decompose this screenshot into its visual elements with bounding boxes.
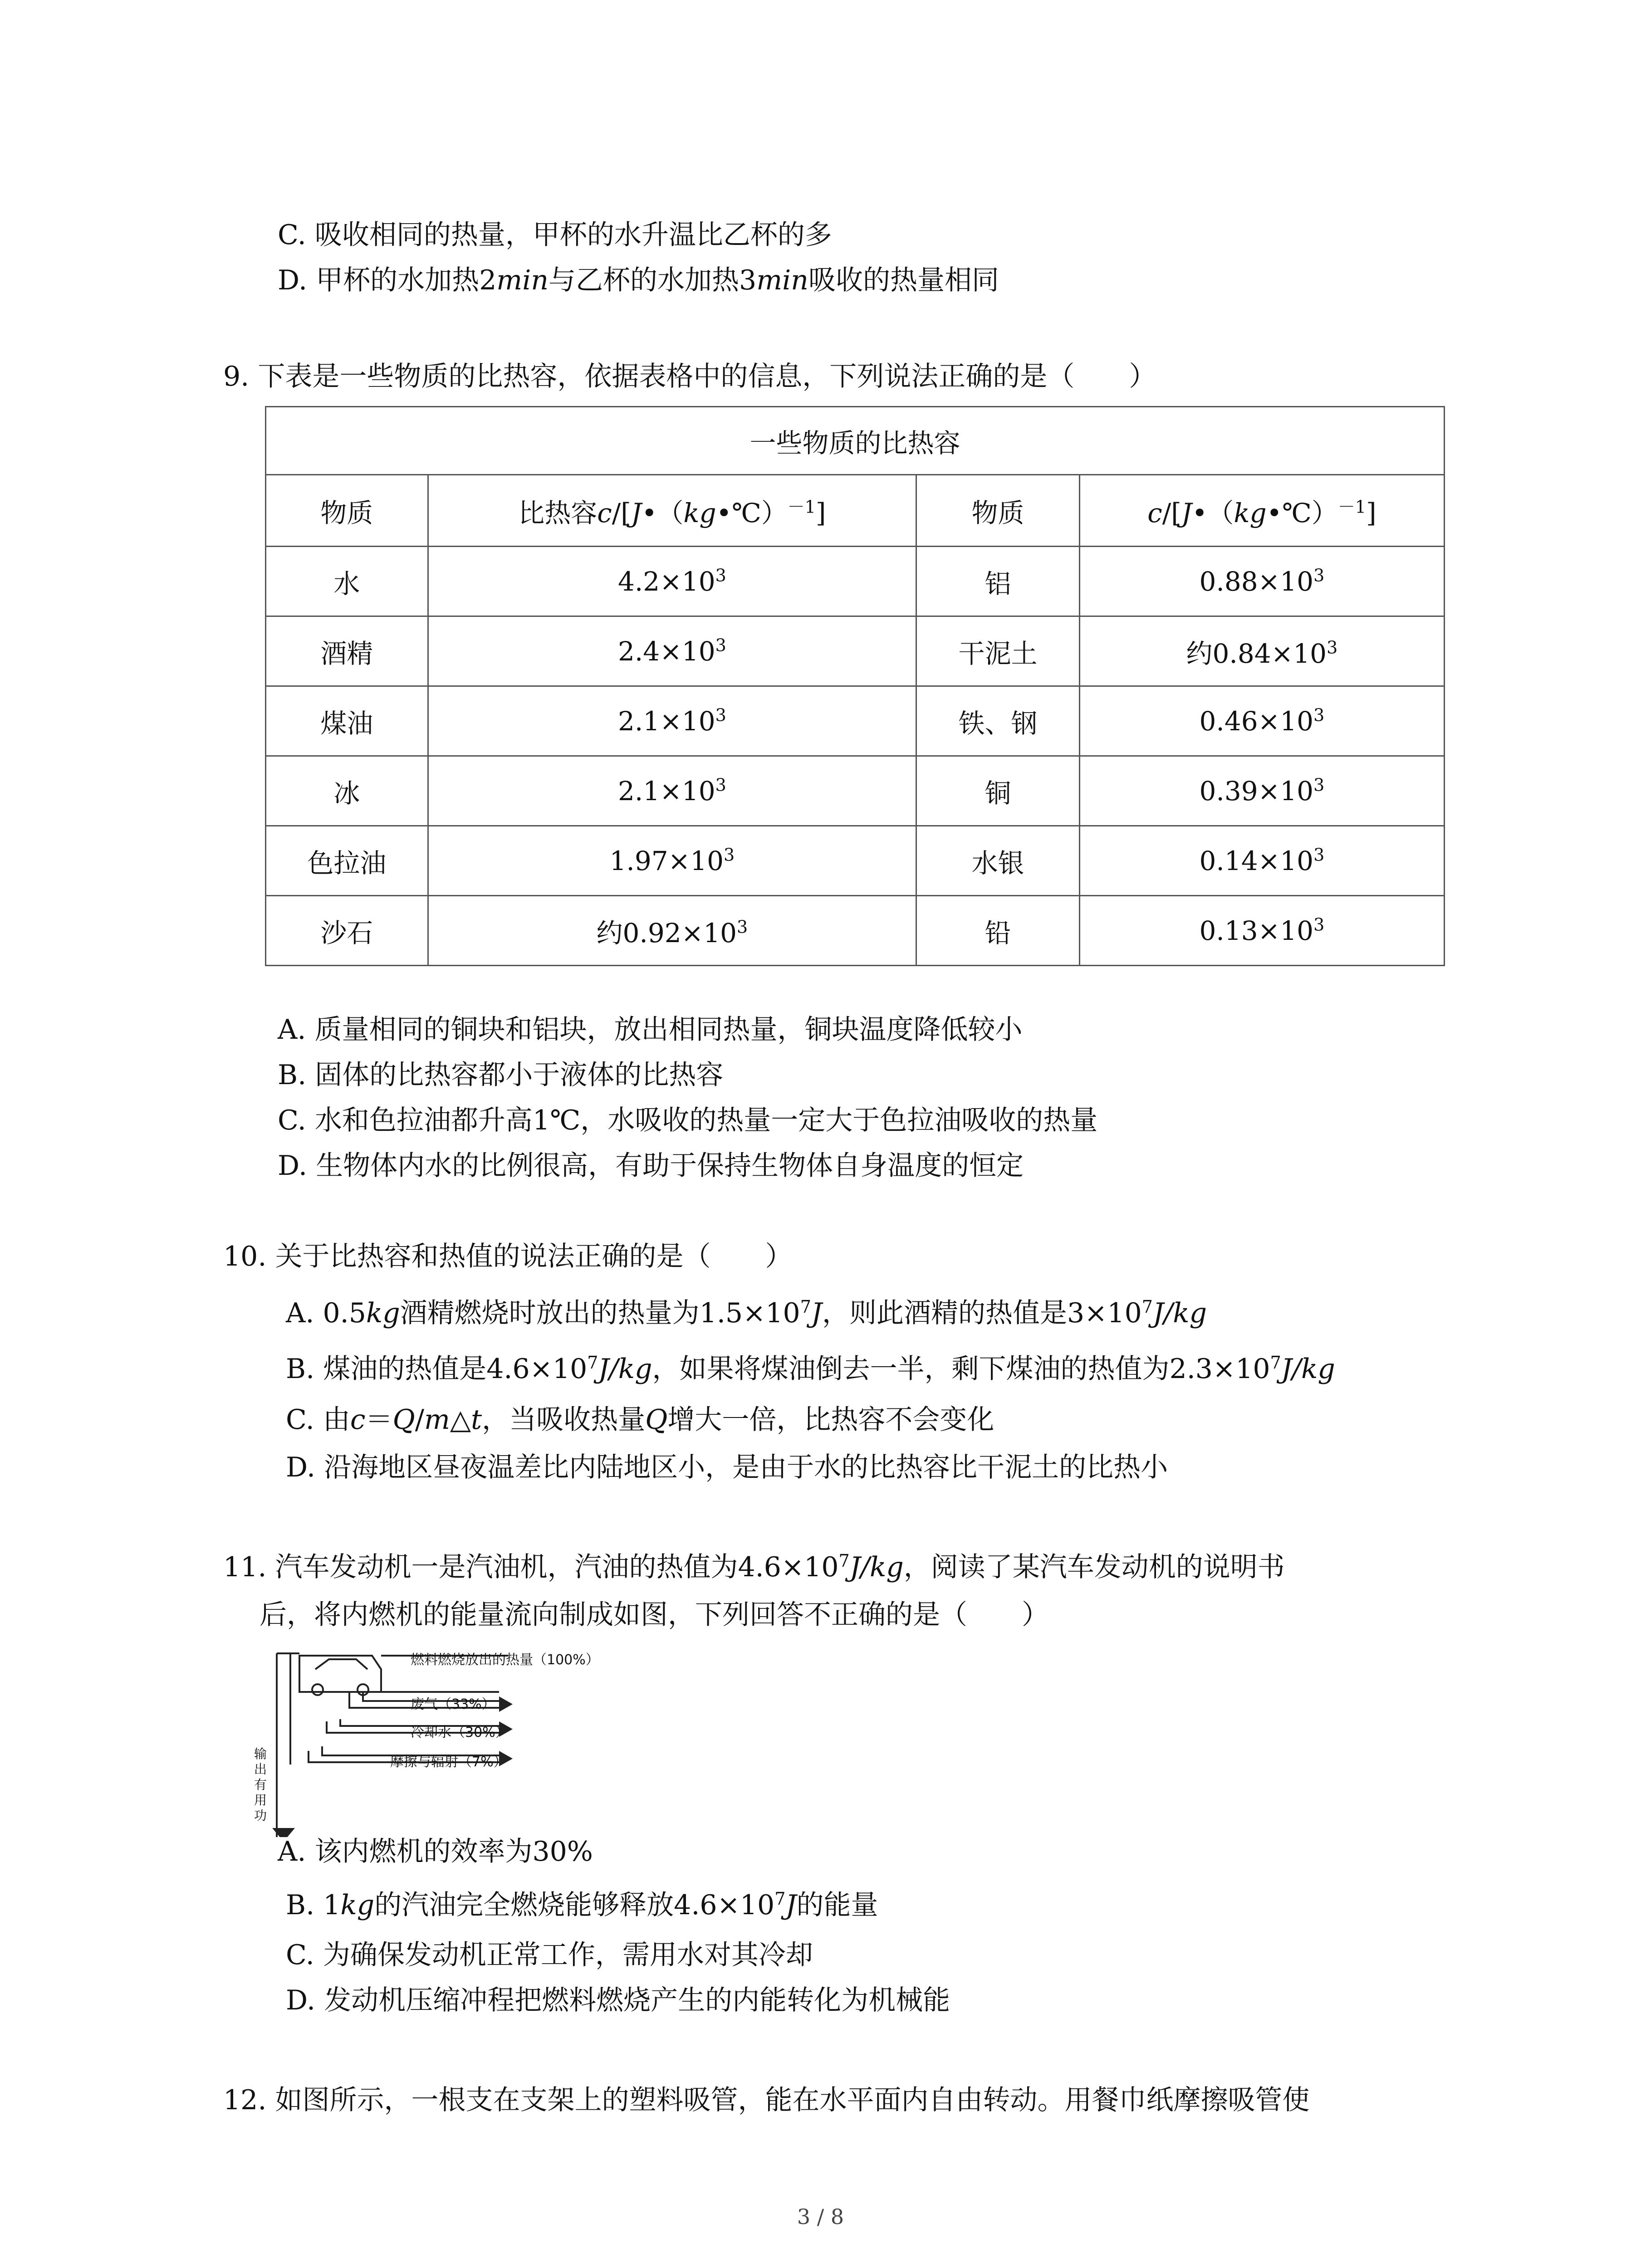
substance-cell: 酒精 [266,616,428,686]
value-cell: $2.1\times 10^3$ [428,756,916,826]
table-row [266,616,1445,686]
substance-cell: 铅 [916,896,1080,966]
value-cell: $0.88\times 10^3$ [1079,547,1444,616]
q11-option-a: A. 该内燃机的效率为30% [278,1836,593,1867]
table-row [266,756,1445,826]
diagram-label-exhaust: 废气（33%） [411,1696,495,1712]
substance-cell: 冰 [266,756,428,826]
q12-stem: 12. 如图所示，一根支在支架上的塑料吸管，能在水平面内自由转动。用餐巾纸摩擦吸管使 [223,2084,1310,2116]
value-cell: $0.39\times 10^3$ [1079,756,1444,826]
table-header-substance: 物质 [266,475,428,547]
table-row [266,547,1445,616]
q9-stem: 9. 下表是一些物质的比热容，依据表格中的信息，下列说法正确的是（ ） [223,361,1156,392]
value-cell: 约$0.84\times 10^3$ [1079,616,1444,686]
q9-option-c: C. 水和色拉油都升高1℃，水吸收的热量一定大于色拉油吸收的热量 [278,1105,1098,1136]
substance-cell: 色拉油 [266,826,428,896]
table-header-capacity: 比热容c/[J•（kg•℃）$^{-1}$] [428,475,916,547]
table-row [266,686,1445,756]
q11-option-d: D. 发动机压缩冲程把燃料燃烧产生的内能转化为机械能 [286,1984,950,2016]
q9-option-d: D. 生物体内水的比例很高，有助于保持生物体自身温度的恒定 [278,1150,1024,1182]
value-cell: $0.13\times 10^3$ [1079,896,1444,966]
q11-option-c: C. 为确保发动机正常工作，需用水对其冷却 [286,1939,813,1971]
q10-option-d: D. 沿海地区昼夜温差比内陆地区小，是由于水的比热容比干泥土的比热小 [286,1452,1168,1483]
q11-stem-line2: 后，将内燃机的能量流向制成如图，下列回答不正确的是（ ） [260,1599,1049,1631]
specific-heat-table [265,406,1445,966]
value-cell: 约$0.92\times 10^3$ [428,896,916,966]
diagram-label-total: 燃料燃烧放出的热量（100%） [411,1652,599,1668]
q9-option-a: A. 质量相同的铜块和铝块，放出相同热量，铜块温度降低较小 [278,1014,1023,1046]
value-cell: $0.46\times 10^3$ [1079,686,1444,756]
q10-option-b: B. 煤油的热值是$4.6\times 10^7J/kg$，如果将煤油倒去一半，剩下煤油的热值为$2.3\times 10^7J/kg$ [286,1353,1335,1385]
substance-cell: 铝 [916,547,1080,616]
value-cell: $2.4\times 10^3$ [428,616,916,686]
table-row [266,896,1445,966]
substance-cell: 沙石 [266,896,428,966]
table-header-substance-2: 物质 [916,475,1080,547]
q11-stem-line1: 11. 汽车发动机一是汽油机，汽油的热值为$4.6\times 10^7J/kg$，阅读了某汽车发动机的说明书 [223,1551,1285,1583]
substance-cell: 干泥土 [916,616,1080,686]
engine-energy-flow-diagram [272,1647,526,1837]
substance-cell: 煤油 [266,686,428,756]
value-cell: $1.97\times 10^3$ [428,826,916,896]
q8-option-d: D. 甲杯的水加热2min与乙杯的水加热3min吸收的热量相同 [278,264,999,296]
value-cell: $4.2\times 10^3$ [428,547,916,616]
diagram-label-friction: 摩擦与辐射（7%） [390,1754,507,1770]
substance-cell: 铁、钢 [916,686,1080,756]
value-cell: $2.1\times 10^3$ [428,686,916,756]
page-number: 3 / 8 [797,2204,844,2229]
q10-option-c: C. 由c＝Q/m△t，当吸收热量Q增大一倍，比热容不会变化 [286,1404,994,1436]
table-row [266,826,1445,896]
substance-cell: 水 [266,547,428,616]
diagram-label-cooling: 冷却水（30%） [411,1725,509,1740]
q9-option-b: B. 固体的比热容都小于液体的比热容 [278,1059,724,1091]
q8-option-c: C. 吸收相同的热量，甲杯的水升温比乙杯的多 [278,219,832,251]
q11-option-b: B. 1kg的汽油完全燃烧能够释放$4.6\times 10^7J$的能量 [286,1889,878,1921]
substance-cell: 水银 [916,826,1080,896]
value-cell: $0.14\times 10^3$ [1079,826,1444,896]
substance-cell: 铜 [916,756,1080,826]
diagram-label-output: 输 出 有 用 功 [254,1746,267,1823]
q10-option-a: A. 0.5kg酒精燃烧时放出的热量为$1.5\times 10^7J$，则此酒精的热值是$3\times 10^7J/kg$ [286,1297,1207,1329]
q10-stem: 10. 关于比热容和热值的说法正确的是（ ） [223,1241,793,1272]
table-header-capacity-2: c/[J•（kg•℃）$^{-1}$] [1079,475,1444,547]
table-title: 一些物质的比热容 [266,407,1445,475]
